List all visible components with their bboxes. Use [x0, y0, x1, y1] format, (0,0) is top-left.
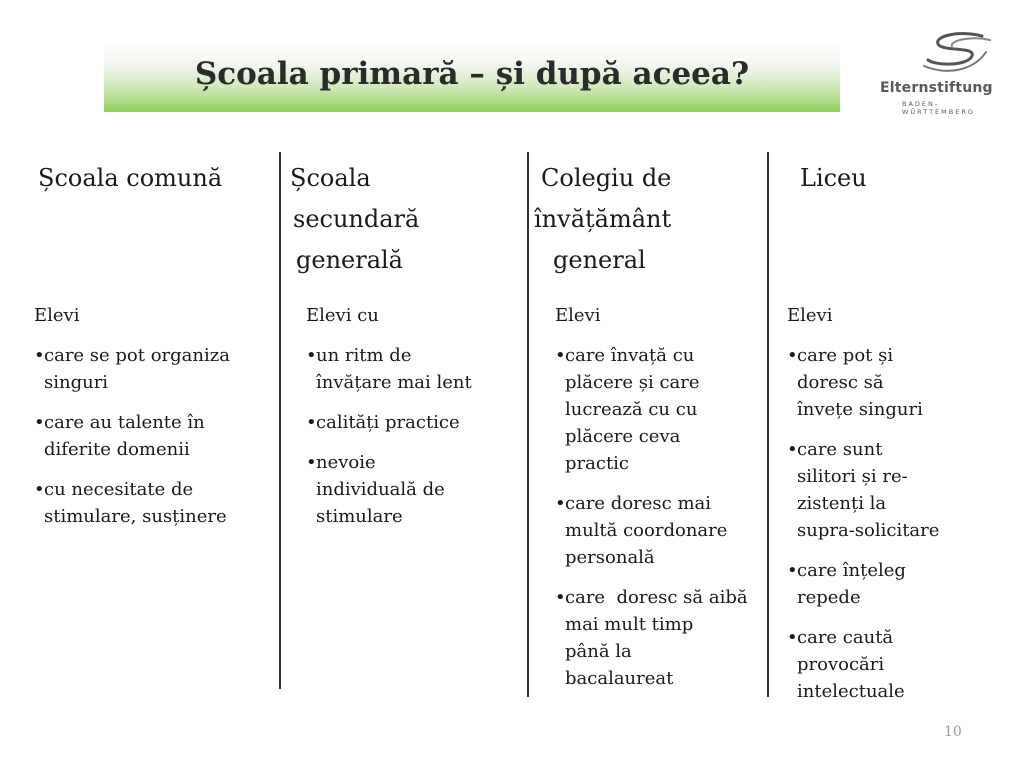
bullet-marker: •	[34, 345, 45, 366]
bullet-line: învățare mai lent	[316, 372, 472, 393]
bullet-list	[555, 342, 748, 692]
bullet-item	[787, 624, 939, 705]
bullet-item	[306, 342, 472, 396]
bullet-line: mai mult timp	[565, 614, 694, 635]
column-heading-line: general	[553, 246, 646, 274]
column-body	[306, 302, 472, 543]
bullet-line: lucrează cu cu	[565, 399, 698, 420]
bullet-line: plăcere și care	[565, 372, 700, 393]
bullet-marker: •	[787, 627, 798, 648]
bullet-line: doresc să	[797, 372, 884, 393]
bullet-item	[34, 476, 230, 530]
bullet-line: individuală de	[316, 479, 445, 500]
title-bar	[104, 42, 840, 112]
column-lead: Elevi	[555, 305, 601, 326]
column-body	[787, 302, 939, 718]
bullet-item	[555, 584, 748, 692]
bullet-line: stimulare, susținere	[44, 506, 227, 527]
bullet-line: practic	[565, 453, 630, 474]
bullet-line: personală	[565, 547, 655, 568]
bullet-line: nevoie	[316, 452, 376, 473]
bullet-line: stimulare	[316, 506, 403, 527]
bullet-line: calități practice	[316, 412, 460, 433]
column-heading-line: generală	[296, 246, 403, 274]
column-heading-line: Școala comună	[38, 164, 223, 192]
bullet-marker: •	[787, 439, 798, 460]
bullet-line: silitori și re-	[797, 466, 908, 487]
bullet-line: intelectuale	[797, 681, 905, 702]
column-divider	[527, 152, 529, 697]
bullet-line: diferite domenii	[44, 439, 190, 460]
bullet-item	[555, 342, 748, 477]
bullet-marker: •	[34, 412, 45, 433]
bullet-marker: •	[555, 345, 566, 366]
bullet-marker: •	[306, 452, 317, 473]
bullet-item	[555, 490, 748, 571]
column-divider	[279, 152, 281, 689]
bullet-line: cu necesitate de	[44, 479, 194, 500]
bullet-line: care doresc să aibă	[565, 587, 748, 608]
column-heading	[38, 158, 222, 199]
bullet-list	[34, 342, 230, 530]
bullet-list	[787, 342, 939, 705]
column-lead: Elevi cu	[306, 305, 379, 326]
column-heading	[800, 158, 867, 199]
bullet-marker: •	[555, 493, 566, 514]
bullet-line: care învață cu	[565, 345, 695, 366]
column-divider	[767, 152, 769, 697]
column-body	[555, 302, 748, 705]
bullet-line: repede	[797, 587, 861, 608]
bullet-marker: •	[306, 412, 317, 433]
column-body	[34, 302, 230, 543]
bullet-line: multă coordonare	[565, 520, 728, 541]
column-heading-line: învățământ	[534, 205, 672, 233]
elternstiftung-swoosh-logo-icon	[920, 30, 1000, 78]
bullet-line: zistenți la	[797, 493, 887, 514]
bullet-list	[306, 342, 472, 530]
bullet-item	[787, 436, 939, 544]
bullet-item	[34, 409, 230, 463]
bullet-marker: •	[306, 345, 317, 366]
column-heading-line: Școala	[290, 164, 371, 192]
bullet-line: care pot și	[797, 345, 894, 366]
bullet-marker: •	[555, 587, 566, 608]
logo-name: Elternstiftung	[880, 80, 993, 96]
bullet-line: bacalaureat	[565, 668, 674, 689]
column-heading-line: Liceu	[800, 164, 867, 192]
bullet-line: care înțeleg	[797, 560, 906, 581]
bullet-line: învețe singuri	[797, 399, 923, 420]
column-lead: Elevi	[787, 305, 833, 326]
column-lead: Elevi	[34, 305, 80, 326]
logo-subtitle: BADEN-WÜRTTEMBERG	[902, 100, 975, 116]
column-heading	[290, 158, 419, 281]
bullet-item	[34, 342, 230, 396]
bullet-line: care se pot organiza	[44, 345, 230, 366]
bullet-line: supra-solicitare	[797, 520, 940, 541]
bullet-marker: •	[787, 345, 798, 366]
bullet-line: care caută	[797, 627, 894, 648]
bullet-item	[787, 557, 939, 611]
bullet-item	[787, 342, 939, 423]
bullet-line: care sunt	[797, 439, 883, 460]
bullet-marker: •	[787, 560, 798, 581]
bullet-item	[306, 449, 472, 530]
column-heading-line: Colegiu de	[541, 164, 672, 192]
slide-title: Școala primară – și după aceea?	[194, 56, 750, 92]
bullet-line: plăcere ceva	[565, 426, 681, 447]
bullet-item	[306, 409, 472, 436]
elternstiftung-logo	[872, 30, 1002, 114]
bullet-line: un ritm de	[316, 345, 412, 366]
column-heading	[534, 158, 672, 281]
bullet-line: care au talente în	[44, 412, 205, 433]
column-heading-line: secundară	[293, 205, 420, 233]
bullet-line: care doresc mai	[565, 493, 712, 514]
bullet-marker: •	[34, 479, 45, 500]
bullet-line: până la	[565, 641, 632, 662]
bullet-line: provocări	[797, 654, 885, 675]
bullet-line: singuri	[44, 372, 109, 393]
page-number: 10	[944, 724, 962, 740]
